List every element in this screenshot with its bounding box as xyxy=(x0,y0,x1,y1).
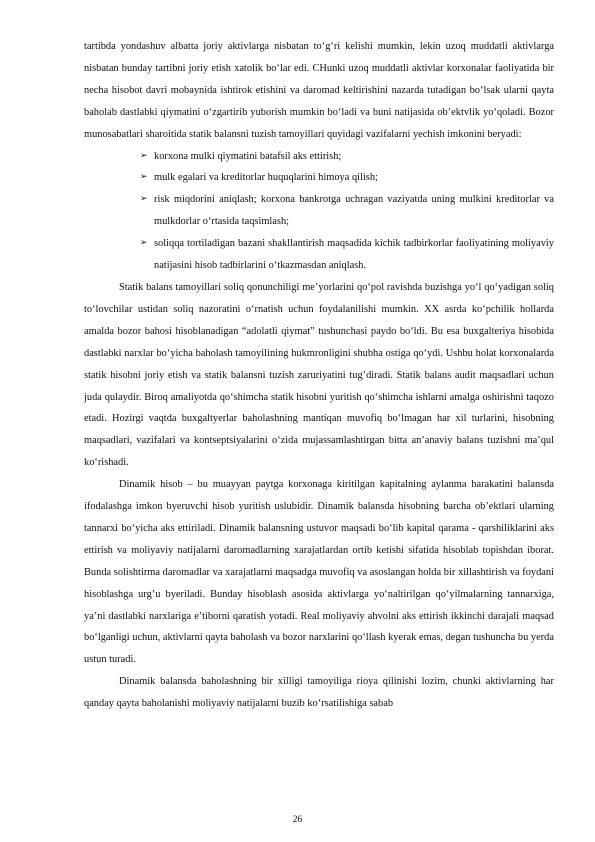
arrow-bullet-icon: ➢ xyxy=(140,238,148,249)
list-item-text: risk miqdorini aniqlash; korxona bankrotga uchragan vaziyatda uning mulkini kreditorlar va mulkdorlar o‘rtasida taqsimlash; xyxy=(154,194,554,228)
list-item xyxy=(140,167,554,189)
arrow-bullet-icon: ➢ xyxy=(140,172,148,183)
list-item xyxy=(140,233,554,277)
paragraph-1: tartibda yondashuv albatta joriy aktivlarga nisbatan to‘g‘ri kelishi mumkin, lekin uzoq muddatli aktivlarga nisbatan bunday tartibni joriy etish xatolik bo‘lar edi. CHunki uzoq muddatli aktivlar korxonalar faoliyatida bir necha hisobot davri mobaynida ishtirok etishini va daromad keltirishini nazarda tutadigan bo‘lsak ularni qayta baholab dastlabki qiymatini o‘zgartirib yuborish mumkin bo‘ladi va buni natijasida ob’ektvlik yo‘qoladi. Bozor munosabatlari sharoitida statik balansni tuzish tamoyillari quyidagi vazifalarni yechish imkonini beryadi: xyxy=(84,41,554,140)
paragraph-2: Statik balans tamoyillari soliq qonunchiligi me’yorlarini qo‘pol ravishda buzishga yo‘l qo‘yadigan soliq to‘lovchilar ustidan soliq nazoratini o‘rnatish uchun foydalanilishi mumkin. XX asrda ko‘pchilik hollarda amalda bozor bahosi hisoblanadigan “adolatli qiymat” tushunchasi paydo bo‘ldi. Bu esa buxgalteriya hisobida dastlabki narxlar bo‘yicha baholash tamoyilining hukmronligini shubha ostiga qo‘ydi. Ushbu holat korxonalarda statik hisobni joriy etish va statik balansni tuzish zaruriyatini tug’diradi. Statik balans audit maqsadlari uchun juda qulaydir. Biroq amaliyotda qo‘shimcha statik hisobni yuritish qo‘shimcha ishlarni amalga oshirishni taqozo etadi. Hozirgi vaqtda buxgaltyerlar baholashning mantiqan muvofiq bo‘lmagan har xil turlarini, hisobning maqsadlari, vazifalari va kontseptsiyalarini o‘zida mujassamlashtirgan bitta an’anaviy balans tuzishni ma’qul ko‘rishadi. xyxy=(84,281,554,469)
list-item-text: korxona mulki qiymatini batafsil aks ettirish; xyxy=(154,150,342,162)
bullet-list xyxy=(84,146,554,277)
arrow-bullet-icon: ➢ xyxy=(140,194,148,205)
paragraph-3: Dinamik hisob – bu muayyan paytga korxonaga kiritilgan kapitalning aylanma harakatini balansda ifodalashga imkon byeruvchi hisob yuritish uslubidir. Dinamik balansda hisobning barcha ob’ektlari ularning tannarxi bo‘yicha aks ettiriladi. Dinamik balansning ustuvor maqsadi bo‘lib kapital qarama - qarshiliklarini aks ettirish va moliyaviy natijalarni daromadlarning xarajatlardan ortib ketishi sifatida hisoblab topishdan iborat. Bunda solishtirma daromadlar va xarajatlarni maqsadga muvofiq va asoslangan holda bir xillashtirish va foydani hisoblashga urg’u byeriladi. Bunday hisoblash asosida aktivlarga yo‘naltirilgan qo‘yilmalarning tannarxiga, ya’ni dastlabki narxlariga e’tiborni qaratish yotadi. Real moliyaviy ahvolni aks ettirish ikkinchi darajali maqsad bo‘lganligi uchun, aktivlarni qayta baholash va bozor narxlarini qo‘llash kyerak emas, degan tushuncha bu yerda ustun turadi. xyxy=(84,479,554,666)
arrow-bullet-icon: ➢ xyxy=(140,150,148,161)
list-item xyxy=(140,146,554,168)
list-item xyxy=(140,189,554,233)
list-item-text: mulk egalari va kreditorlar huquqlarini himoya qilish; xyxy=(154,172,378,184)
paragraph-4: Dinamik balansda baholashning bir xilligi tamoyiliga rioya qilinishi lozim, chunki aktivlarning har qanday qayta baholanishi moliyaviy natijalarni buzib ko‘rsatilishiga sabab xyxy=(84,676,554,710)
document-page xyxy=(84,36,554,715)
list-item-text: soliqqa tortiladigan bazani shakllantirish maqsadida kichik tadbirkorlar faoliyatining moliyaviy natijasini hisob tadbirlarini o‘tkazmasdan aniqlash. xyxy=(154,238,554,272)
page-number: 26 xyxy=(292,815,303,825)
